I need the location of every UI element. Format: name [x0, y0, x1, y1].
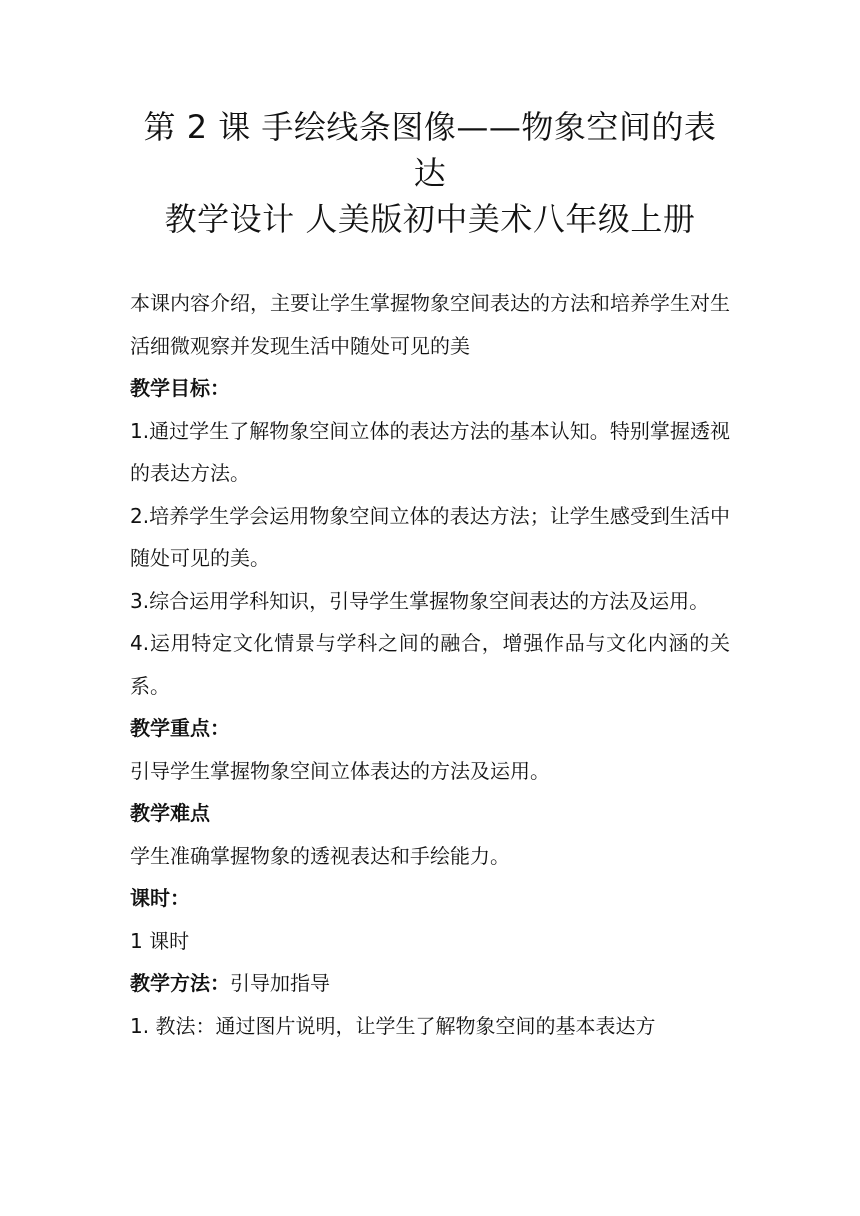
title-line-2: 教学设计 人美版初中美术八年级上册 [164, 200, 696, 238]
methods-value: 引导加指导 [230, 971, 330, 995]
objective-item-2: 2.培养学生学会运用物象空间立体的表达方法；让学生感受到生活中随处可见的美。 [130, 503, 730, 570]
difficulty-text: 学生准确掌握物象的透视表达和手绘能力。 [130, 843, 510, 868]
key-points-heading: 教学重点： [130, 716, 230, 740]
objective-item-1: 1.通过学生了解物象空间立体的表达方法的基本认知。特别掌握透视的表达方法。 [130, 418, 730, 485]
title-line-1: 第 2 课 手绘线条图像——物象空间的表达 [143, 108, 717, 192]
method-item-1: 1. 教法：通过图片说明，让学生了解物象空间的基本表达方 [130, 1013, 656, 1038]
hours-text: 1 课时 [130, 928, 190, 953]
objectives-heading: 教学目标： [130, 376, 230, 400]
methods-heading: 教学方法： [130, 971, 230, 995]
methods-line [130, 962, 730, 1005]
hours-heading: 课时： [130, 886, 190, 910]
difficulty-heading: 教学难点 [130, 801, 210, 825]
intro-paragraph: 本课内容介绍，主要让学生掌握物象空间表达的方法和培养学生对生活细微观察并发现生活中随处可见的美 [130, 291, 730, 358]
objective-item-4: 4.运用特定文化情景与学科之间的融合，增强作品与文化内涵的关系。 [130, 631, 730, 698]
document-title [130, 104, 730, 242]
document-body [130, 282, 730, 1047]
document-page [130, 104, 730, 1047]
key-points-text: 引导学生掌握物象空间立体表达的方法及运用。 [130, 758, 550, 783]
objective-item-3: 3.综合运用学科知识，引导学生掌握物象空间表达的方法及运用。 [130, 588, 710, 613]
